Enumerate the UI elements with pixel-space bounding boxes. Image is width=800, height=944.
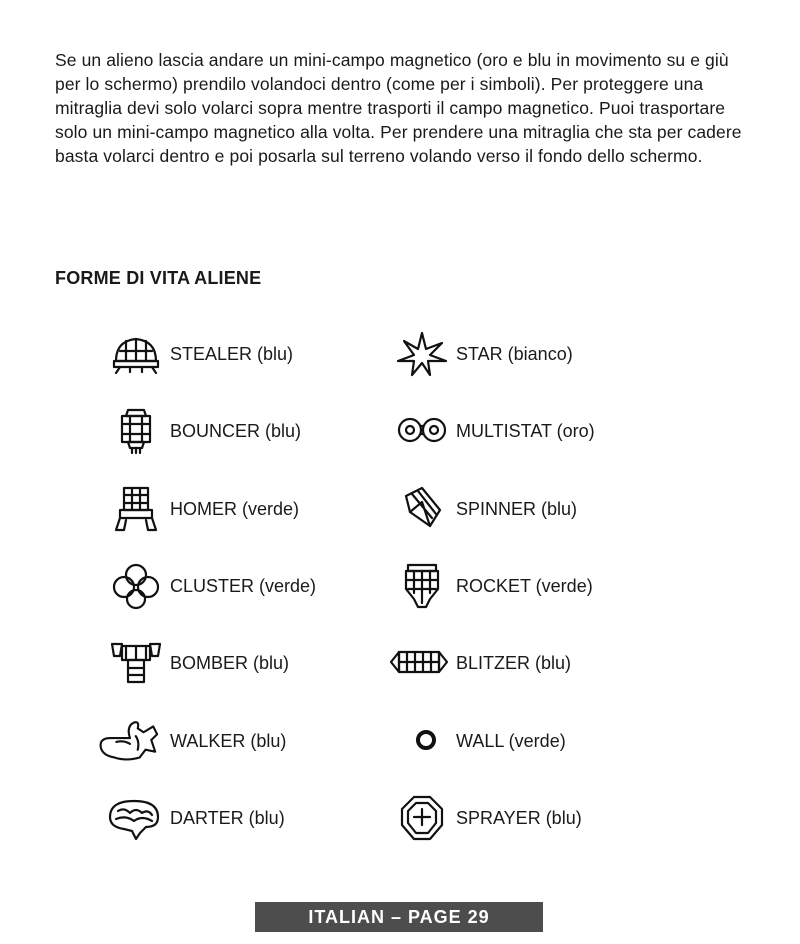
alien-star <box>394 329 573 379</box>
alien-label: ROCKET (verde) <box>456 575 593 596</box>
alien-label: DARTER (blu) <box>170 807 285 828</box>
rocket-icon <box>394 561 450 611</box>
section-heading: FORME DI VITA ALIENE <box>55 268 262 288</box>
alien-cluster <box>108 561 316 611</box>
bomber-icon <box>108 638 164 688</box>
alien-label: BOUNCER (blu) <box>170 420 302 441</box>
alien-label: BOMBER (blu) <box>170 652 290 673</box>
star-icon <box>394 329 450 379</box>
alien-bomber <box>108 638 289 688</box>
multistat-icon <box>394 406 450 456</box>
alien-walker <box>94 716 286 766</box>
alien-label: STEALER (blu) <box>170 343 294 364</box>
alien-label: SPRAYER (blu) <box>456 807 582 828</box>
alien-label: MULTISTAT (oro) <box>456 420 595 441</box>
alien-label: HOMER (verde) <box>170 498 300 519</box>
alien-multistat <box>394 406 595 456</box>
sprayer-icon <box>394 793 450 843</box>
alien-homer <box>108 484 299 534</box>
alien-blitzer <box>388 638 571 688</box>
spinner-icon <box>394 484 450 534</box>
page-footer <box>255 902 543 932</box>
alien-bouncer <box>108 406 301 456</box>
alien-sprayer <box>394 793 582 843</box>
walker-icon <box>94 716 164 766</box>
darter-icon <box>104 793 164 843</box>
footer-label: ITALIAN – PAGE 29 <box>308 906 490 927</box>
alien-label: WALL (verde) <box>456 730 566 751</box>
cluster-icon <box>108 561 164 611</box>
alien-label: WALKER (blu) <box>170 730 287 751</box>
alien-label: CLUSTER (verde) <box>170 575 317 596</box>
alien-wall <box>394 716 566 766</box>
stealer-icon <box>108 329 164 379</box>
alien-label: SPINNER (blu) <box>456 498 578 519</box>
intro-paragraph: Se un alieno lascia andare un mini-campo magnetico (oro e blu in movimento su e giù per lo schermo) prendilo volandoci dentro (come per i simboli). Per proteggere una mitraglia devi solo volarci sopra mentre trasporti il campo magnetico. Puoi trasportare solo un mini-campo magnetico alla volta. Per prendere una mitraglia che sta per cadere basta volarci dentro e poi posarla sul terreno volando verso il fondo dello schermo. <box>55 50 742 166</box>
alien-stealer <box>108 329 293 379</box>
alien-spinner <box>394 484 577 534</box>
alien-darter <box>104 793 285 843</box>
blitzer-icon <box>388 638 450 688</box>
alien-label: BLITZER (blu) <box>456 652 572 673</box>
bouncer-icon <box>108 406 164 456</box>
homer-icon <box>108 484 164 534</box>
alien-rocket <box>394 561 593 611</box>
alien-label: STAR (bianco) <box>456 343 573 364</box>
wall-icon <box>394 716 450 766</box>
